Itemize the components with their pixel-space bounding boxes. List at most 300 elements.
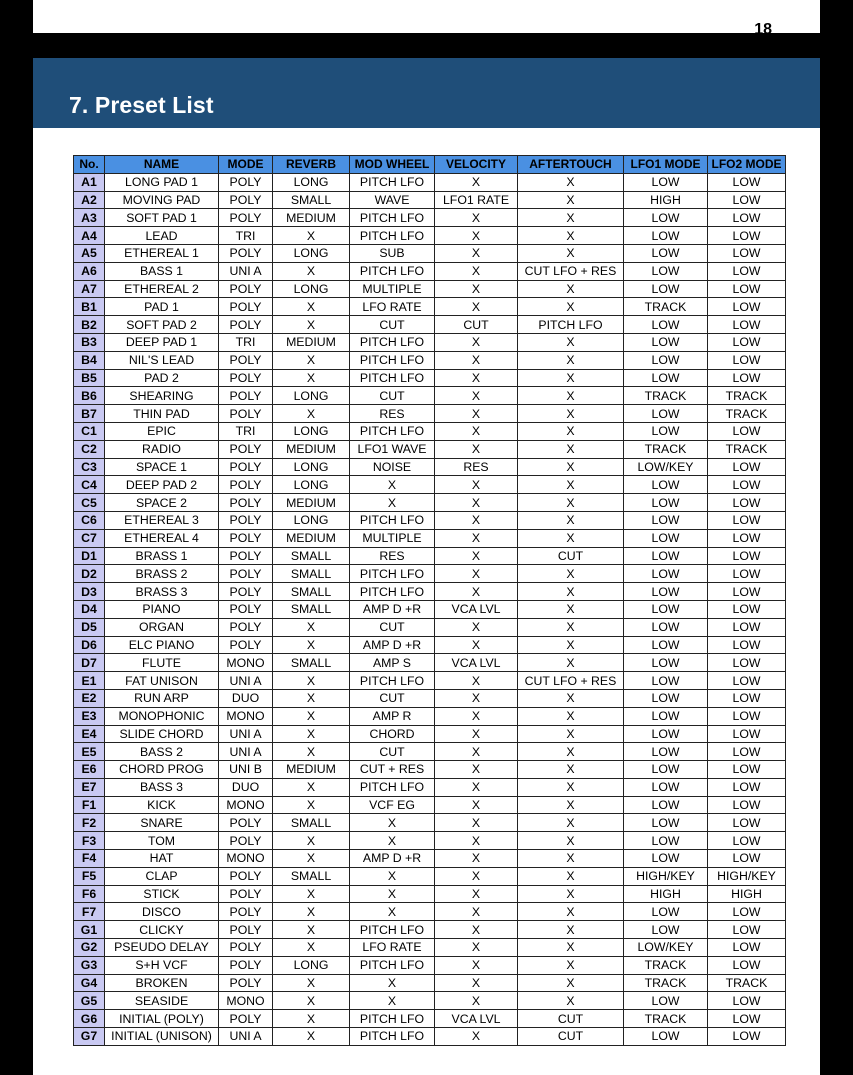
cell-mod-wheel: CUT: [350, 387, 435, 405]
cell-name: ELC PIANO: [105, 636, 219, 654]
cell-lfo2-mode: LOW: [708, 689, 786, 707]
cell-lfo2-mode: LOW: [708, 707, 786, 725]
column-header-no: No.: [74, 156, 105, 174]
cell-aftertouch: CUT: [518, 1028, 624, 1046]
cell-reverb: LONG: [273, 511, 350, 529]
cell-name: SPACE 1: [105, 458, 219, 476]
cell-mod-wheel: X: [350, 974, 435, 992]
cell-lfo2-mode: LOW: [708, 458, 786, 476]
cell-velocity: VCA LVL: [435, 600, 518, 618]
cell-lfo1-mode: TRACK: [624, 956, 708, 974]
table-row: [74, 974, 786, 992]
cell-no: A4: [74, 227, 105, 245]
cell-velocity: X: [435, 583, 518, 601]
cell-reverb: X: [273, 974, 350, 992]
cell-lfo2-mode: LOW: [708, 369, 786, 387]
cell-lfo1-mode: LOW: [624, 636, 708, 654]
table-row: [74, 529, 786, 547]
cell-lfo1-mode: LOW: [624, 778, 708, 796]
cell-aftertouch: X: [518, 422, 624, 440]
cell-aftertouch: X: [518, 636, 624, 654]
cell-no: A7: [74, 280, 105, 298]
cell-mod-wheel: PITCH LFO: [350, 583, 435, 601]
table-row: [74, 850, 786, 868]
cell-no: C5: [74, 494, 105, 512]
cell-aftertouch: CUT: [518, 1010, 624, 1028]
cell-aftertouch: X: [518, 244, 624, 262]
cell-mode: UNI A: [219, 725, 273, 743]
cell-lfo1-mode: LOW: [624, 422, 708, 440]
cell-reverb: X: [273, 1010, 350, 1028]
cell-mode: POLY: [219, 939, 273, 957]
cell-no: A5: [74, 244, 105, 262]
table-row: [74, 956, 786, 974]
cell-reverb: X: [273, 298, 350, 316]
cell-mode: POLY: [219, 885, 273, 903]
cell-mode: POLY: [219, 636, 273, 654]
cell-reverb: X: [273, 672, 350, 690]
cell-lfo1-mode: LOW: [624, 654, 708, 672]
cell-velocity: CUT: [435, 316, 518, 334]
cell-mode: POLY: [219, 458, 273, 476]
cell-lfo1-mode: LOW: [624, 244, 708, 262]
cell-lfo1-mode: LOW: [624, 743, 708, 761]
cell-reverb: X: [273, 921, 350, 939]
cell-name: FLUTE: [105, 654, 219, 672]
cell-lfo1-mode: LOW/KEY: [624, 458, 708, 476]
cell-lfo2-mode: LOW: [708, 743, 786, 761]
cell-lfo2-mode: LOW: [708, 494, 786, 512]
cell-lfo1-mode: LOW: [624, 529, 708, 547]
cell-no: E2: [74, 689, 105, 707]
cell-lfo2-mode: LOW: [708, 939, 786, 957]
cell-lfo2-mode: LOW: [708, 298, 786, 316]
cell-name: ORGAN: [105, 618, 219, 636]
cell-lfo2-mode: LOW: [708, 227, 786, 245]
section-title: 7. Preset List: [69, 92, 214, 118]
cell-lfo2-mode: TRACK: [708, 405, 786, 423]
cell-lfo1-mode: LOW: [624, 547, 708, 565]
cell-mod-wheel: LFO1 WAVE: [350, 440, 435, 458]
cell-lfo2-mode: LOW: [708, 956, 786, 974]
cell-name: BASS 1: [105, 262, 219, 280]
cell-lfo2-mode: LOW: [708, 422, 786, 440]
cell-reverb: X: [273, 939, 350, 957]
cell-mode: UNI A: [219, 1028, 273, 1046]
cell-mode: UNI A: [219, 672, 273, 690]
cell-reverb: LONG: [273, 458, 350, 476]
cell-velocity: X: [435, 565, 518, 583]
cell-aftertouch: X: [518, 298, 624, 316]
column-header-lfo2-mode: LFO2 MODE: [708, 156, 786, 174]
cell-no: F3: [74, 832, 105, 850]
cell-lfo2-mode: LOW: [708, 636, 786, 654]
cell-mod-wheel: CHORD: [350, 725, 435, 743]
cell-velocity: X: [435, 778, 518, 796]
cell-no: F2: [74, 814, 105, 832]
cell-mode: POLY: [219, 956, 273, 974]
cell-mod-wheel: AMP D +R: [350, 636, 435, 654]
cell-name: BROKEN: [105, 974, 219, 992]
cell-mode: MONO: [219, 796, 273, 814]
cell-reverb: X: [273, 369, 350, 387]
cell-mode: POLY: [219, 974, 273, 992]
cell-mod-wheel: LFO RATE: [350, 298, 435, 316]
cell-reverb: MEDIUM: [273, 333, 350, 351]
cell-name: SOFT PAD 2: [105, 316, 219, 334]
cell-lfo2-mode: LOW: [708, 351, 786, 369]
cell-aftertouch: X: [518, 191, 624, 209]
cell-no: E5: [74, 743, 105, 761]
cell-mod-wheel: PITCH LFO: [350, 511, 435, 529]
cell-aftertouch: X: [518, 939, 624, 957]
cell-mode: POLY: [219, 618, 273, 636]
table-row: [74, 458, 786, 476]
cell-mode: POLY: [219, 600, 273, 618]
cell-lfo2-mode: LOW: [708, 191, 786, 209]
cell-name: ETHEREAL 2: [105, 280, 219, 298]
cell-mode: POLY: [219, 405, 273, 423]
table-row: [74, 565, 786, 583]
table-row: [74, 885, 786, 903]
table-body: [74, 173, 786, 1045]
cell-lfo2-mode: LOW: [708, 832, 786, 850]
cell-lfo2-mode: LOW: [708, 476, 786, 494]
cell-mod-wheel: X: [350, 992, 435, 1010]
cell-aftertouch: X: [518, 814, 624, 832]
cell-aftertouch: X: [518, 583, 624, 601]
cell-no: B5: [74, 369, 105, 387]
cell-lfo2-mode: LOW: [708, 316, 786, 334]
cell-mode: UNI A: [219, 262, 273, 280]
cell-lfo2-mode: LOW: [708, 280, 786, 298]
cell-velocity: X: [435, 689, 518, 707]
cell-velocity: X: [435, 903, 518, 921]
cell-name: SLIDE CHORD: [105, 725, 219, 743]
cell-name: NIL'S LEAD: [105, 351, 219, 369]
cell-reverb: MEDIUM: [273, 761, 350, 779]
cell-lfo1-mode: HIGH/KEY: [624, 867, 708, 885]
section-header: [33, 58, 820, 128]
cell-no: D6: [74, 636, 105, 654]
cell-mode: POLY: [219, 351, 273, 369]
cell-mode: POLY: [219, 209, 273, 227]
cell-no: F6: [74, 885, 105, 903]
cell-mode: POLY: [219, 511, 273, 529]
cell-name: MOVING PAD: [105, 191, 219, 209]
cell-no: D4: [74, 600, 105, 618]
table-row: [74, 191, 786, 209]
cell-name: KICK: [105, 796, 219, 814]
cell-lfo1-mode: TRACK: [624, 974, 708, 992]
cell-mod-wheel: MULTIPLE: [350, 529, 435, 547]
cell-mod-wheel: NOISE: [350, 458, 435, 476]
cell-mode: POLY: [219, 316, 273, 334]
cell-name: DEEP PAD 1: [105, 333, 219, 351]
cell-lfo1-mode: LOW: [624, 227, 708, 245]
cell-name: INITIAL (POLY): [105, 1010, 219, 1028]
cell-mode: TRI: [219, 422, 273, 440]
cell-no: C2: [74, 440, 105, 458]
table-row: [74, 227, 786, 245]
cell-name: PAD 1: [105, 298, 219, 316]
cell-aftertouch: X: [518, 974, 624, 992]
cell-lfo1-mode: LOW: [624, 511, 708, 529]
cell-aftertouch: X: [518, 654, 624, 672]
cell-mod-wheel: VCF EG: [350, 796, 435, 814]
cell-mode: POLY: [219, 369, 273, 387]
cell-mod-wheel: RES: [350, 405, 435, 423]
cell-lfo2-mode: LOW: [708, 511, 786, 529]
cell-lfo1-mode: LOW: [624, 761, 708, 779]
cell-name: PIANO: [105, 600, 219, 618]
cell-velocity: X: [435, 244, 518, 262]
cell-lfo2-mode: LOW: [708, 654, 786, 672]
cell-velocity: VCA LVL: [435, 1010, 518, 1028]
cell-mode: POLY: [219, 529, 273, 547]
cell-velocity: X: [435, 636, 518, 654]
cell-lfo1-mode: LOW: [624, 280, 708, 298]
cell-lfo1-mode: LOW: [624, 814, 708, 832]
cell-velocity: X: [435, 333, 518, 351]
cell-reverb: X: [273, 227, 350, 245]
cell-no: D7: [74, 654, 105, 672]
cell-aftertouch: X: [518, 743, 624, 761]
cell-no: G2: [74, 939, 105, 957]
cell-aftertouch: X: [518, 529, 624, 547]
cell-velocity: LFO1 RATE: [435, 191, 518, 209]
cell-velocity: X: [435, 956, 518, 974]
cell-velocity: X: [435, 387, 518, 405]
table-row: [74, 1010, 786, 1028]
table-row: [74, 654, 786, 672]
cell-mod-wheel: PITCH LFO: [350, 1028, 435, 1046]
cell-velocity: X: [435, 369, 518, 387]
cell-name: SNARE: [105, 814, 219, 832]
cell-mode: POLY: [219, 476, 273, 494]
cell-mode: POLY: [219, 191, 273, 209]
table-row: [74, 405, 786, 423]
cell-no: D5: [74, 618, 105, 636]
table-row: [74, 814, 786, 832]
cell-mod-wheel: PITCH LFO: [350, 351, 435, 369]
cell-lfo1-mode: LOW: [624, 476, 708, 494]
cell-aftertouch: X: [518, 761, 624, 779]
cell-velocity: X: [435, 511, 518, 529]
cell-no: F7: [74, 903, 105, 921]
cell-reverb: MEDIUM: [273, 209, 350, 227]
cell-reverb: SMALL: [273, 814, 350, 832]
cell-aftertouch: X: [518, 405, 624, 423]
table-row: [74, 618, 786, 636]
cell-lfo1-mode: LOW: [624, 725, 708, 743]
cell-no: B3: [74, 333, 105, 351]
cell-lfo1-mode: LOW: [624, 600, 708, 618]
cell-name: ETHEREAL 3: [105, 511, 219, 529]
cell-mod-wheel: CUT: [350, 618, 435, 636]
cell-reverb: X: [273, 903, 350, 921]
cell-no: G7: [74, 1028, 105, 1046]
table-row: [74, 939, 786, 957]
cell-aftertouch: X: [518, 494, 624, 512]
cell-name: SEASIDE: [105, 992, 219, 1010]
cell-mod-wheel: RES: [350, 547, 435, 565]
cell-velocity: X: [435, 405, 518, 423]
cell-lfo2-mode: LOW: [708, 850, 786, 868]
cell-mod-wheel: X: [350, 832, 435, 850]
table-row: [74, 778, 786, 796]
document-page: [33, 0, 820, 1075]
cell-aftertouch: X: [518, 921, 624, 939]
cell-lfo2-mode: LOW: [708, 173, 786, 191]
cell-aftertouch: X: [518, 867, 624, 885]
cell-name: PAD 2: [105, 369, 219, 387]
table-row: [74, 476, 786, 494]
cell-velocity: X: [435, 707, 518, 725]
cell-no: A6: [74, 262, 105, 280]
cell-aftertouch: X: [518, 992, 624, 1010]
table-row: [74, 1028, 786, 1046]
table-row: [74, 440, 786, 458]
cell-no: G4: [74, 974, 105, 992]
cell-no: C7: [74, 529, 105, 547]
cell-lfo2-mode: LOW: [708, 1028, 786, 1046]
cell-velocity: X: [435, 262, 518, 280]
cell-name: RUN ARP: [105, 689, 219, 707]
cell-name: STICK: [105, 885, 219, 903]
cell-lfo1-mode: HIGH: [624, 191, 708, 209]
cell-mode: POLY: [219, 547, 273, 565]
cell-aftertouch: X: [518, 476, 624, 494]
cell-name: BASS 3: [105, 778, 219, 796]
cell-aftertouch: X: [518, 618, 624, 636]
cell-mod-wheel: PITCH LFO: [350, 1010, 435, 1028]
cell-mod-wheel: WAVE: [350, 191, 435, 209]
cell-mode: POLY: [219, 244, 273, 262]
cell-lfo2-mode: LOW: [708, 725, 786, 743]
cell-mode: MONO: [219, 707, 273, 725]
cell-no: D2: [74, 565, 105, 583]
cell-lfo1-mode: HIGH: [624, 885, 708, 903]
cell-aftertouch: X: [518, 725, 624, 743]
cell-aftertouch: PITCH LFO: [518, 316, 624, 334]
cell-reverb: SMALL: [273, 547, 350, 565]
cell-lfo1-mode: LOW: [624, 333, 708, 351]
cell-reverb: MEDIUM: [273, 440, 350, 458]
cell-mod-wheel: SUB: [350, 244, 435, 262]
table-row: [74, 832, 786, 850]
cell-no: D3: [74, 583, 105, 601]
cell-reverb: SMALL: [273, 867, 350, 885]
cell-mode: POLY: [219, 494, 273, 512]
cell-mod-wheel: MULTIPLE: [350, 280, 435, 298]
cell-lfo1-mode: LOW: [624, 405, 708, 423]
cell-name: SOFT PAD 1: [105, 209, 219, 227]
table-row: [74, 636, 786, 654]
cell-lfo2-mode: LOW: [708, 600, 786, 618]
cell-velocity: X: [435, 298, 518, 316]
cell-mod-wheel: X: [350, 903, 435, 921]
cell-mod-wheel: CUT: [350, 743, 435, 761]
cell-reverb: LONG: [273, 422, 350, 440]
cell-name: BASS 2: [105, 743, 219, 761]
cell-lfo1-mode: LOW: [624, 850, 708, 868]
cell-mod-wheel: PITCH LFO: [350, 565, 435, 583]
cell-name: THIN PAD: [105, 405, 219, 423]
cell-reverb: X: [273, 850, 350, 868]
cell-lfo2-mode: LOW: [708, 618, 786, 636]
cell-velocity: X: [435, 850, 518, 868]
cell-lfo2-mode: LOW: [708, 333, 786, 351]
table-row: [74, 387, 786, 405]
table-row: [74, 707, 786, 725]
cell-aftertouch: X: [518, 600, 624, 618]
cell-aftertouch: X: [518, 209, 624, 227]
cell-velocity: X: [435, 173, 518, 191]
cell-reverb: X: [273, 316, 350, 334]
cell-mod-wheel: PITCH LFO: [350, 956, 435, 974]
cell-name: MONOPHONIC: [105, 707, 219, 725]
cell-mode: DUO: [219, 689, 273, 707]
cell-no: C6: [74, 511, 105, 529]
table-row: [74, 867, 786, 885]
cell-reverb: LONG: [273, 173, 350, 191]
cell-mod-wheel: PITCH LFO: [350, 262, 435, 280]
cell-lfo2-mode: LOW: [708, 565, 786, 583]
cell-name: BRASS 1: [105, 547, 219, 565]
cell-lfo2-mode: LOW: [708, 209, 786, 227]
cell-name: INITIAL (UNISON): [105, 1028, 219, 1046]
cell-no: D1: [74, 547, 105, 565]
cell-no: C4: [74, 476, 105, 494]
cell-mod-wheel: PITCH LFO: [350, 672, 435, 690]
cell-lfo1-mode: LOW: [624, 618, 708, 636]
cell-mode: POLY: [219, 565, 273, 583]
cell-no: G1: [74, 921, 105, 939]
cell-name: LEAD: [105, 227, 219, 245]
table-row: [74, 511, 786, 529]
cell-velocity: X: [435, 939, 518, 957]
cell-name: DISCO: [105, 903, 219, 921]
table-row: [74, 494, 786, 512]
cell-reverb: X: [273, 351, 350, 369]
cell-lfo1-mode: LOW: [624, 173, 708, 191]
cell-no: E6: [74, 761, 105, 779]
cell-lfo1-mode: TRACK: [624, 298, 708, 316]
cell-reverb: LONG: [273, 244, 350, 262]
table-row: [74, 761, 786, 779]
cell-mod-wheel: PITCH LFO: [350, 209, 435, 227]
cell-mod-wheel: CUT: [350, 316, 435, 334]
cell-aftertouch: X: [518, 173, 624, 191]
cell-name: CHORD PROG: [105, 761, 219, 779]
column-header-name: NAME: [105, 156, 219, 174]
cell-reverb: X: [273, 743, 350, 761]
cell-name: RADIO: [105, 440, 219, 458]
cell-aftertouch: X: [518, 778, 624, 796]
cell-no: B4: [74, 351, 105, 369]
table-row: [74, 351, 786, 369]
cell-reverb: X: [273, 1028, 350, 1046]
cell-name: SHEARING: [105, 387, 219, 405]
cell-no: F4: [74, 850, 105, 868]
cell-lfo1-mode: LOW: [624, 903, 708, 921]
cell-mode: MONO: [219, 992, 273, 1010]
cell-aftertouch: X: [518, 369, 624, 387]
cell-velocity: X: [435, 227, 518, 245]
cell-lfo1-mode: LOW: [624, 832, 708, 850]
cell-lfo1-mode: LOW: [624, 583, 708, 601]
